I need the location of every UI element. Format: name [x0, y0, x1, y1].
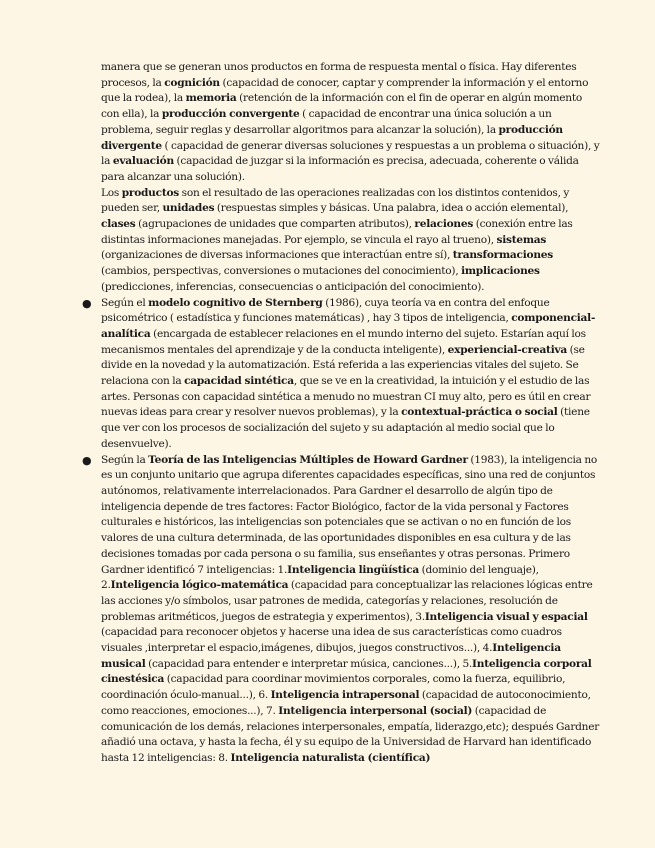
document-body [82, 60, 601, 767]
bold-term: Inteligencia musical [101, 642, 561, 670]
text-run: (capacidad de autoconocimiento, como reacciones, emociones...), 7. [101, 689, 591, 717]
bold-term: unidades [162, 202, 215, 215]
bold-term: componencial-analítica [101, 312, 596, 340]
bold-term: Inteligencia naturalista (científica) [230, 751, 431, 764]
text-run: Los [101, 186, 122, 199]
bold-term: clases [101, 218, 136, 231]
text-run: (capacidad de comunicación de los demás, relaciones interpersonales, empatía, liderazgo,etc); después Gardner añadió una octava, y hasta la fecha, él y su equipo de la Universidad de Harvard han identificado hasta 12 inteligencias: 8. [101, 704, 600, 764]
text-run: (capacidad de juzgar si la información es precisa, adecuada, coherente o válida para alcanzar una solución). [101, 155, 579, 183]
bold-term: evaluación [112, 155, 174, 168]
bold-term: modelo cognitivo de Sternberg [148, 296, 323, 309]
bold-term: sistemas [496, 233, 547, 246]
text-run: ( capacidad de encontrar una única solución a un problema, seguir reglas y desarrollar algoritmos para alcanzar la solución), la [101, 108, 552, 136]
text-run: (organizaciones de diversas informaciones que interactúan entre sí), [101, 249, 453, 262]
bold-term: producción divergente [101, 123, 563, 152]
bullet-icon: ● [82, 453, 92, 467]
text-run: Según el [101, 296, 149, 309]
text-run: (conexión entre las distintas informaciones manejadas. Por ejemplo, se vincula el rayo al trueno), [101, 218, 573, 246]
bold-term: Inteligencia intrapersonal [270, 689, 420, 702]
bold-term: Inteligencia interpersonal (social) [278, 704, 473, 717]
text-run: (capacidad para conceptualizar las relaciones lógicas entre las acciones y/o símbolos, usar patrones de medida, categorías y relaciones, resolución de problemas aritméticos, juegos de estrategia y experimentos), 3. [101, 579, 593, 623]
text-run: (se divide en la novedad y la automatización. Está referida a las experiencias vitales del sujeto. Se relaciona con la [101, 343, 585, 388]
text-run: (1983), la inteligencia no es un conjunto unitario que agrupa diferentes capacidades específicas, sino una red de conjuntos autónomos, relativamente interrelacionados. Para Gardner el desarrollo de algún tipo de inteligencia depende de tres factores: Factor Biológico, factor de la vida personal y Factores culturales e históricos, las inteligencias son potenciales que se activan o no en función de los valores de una cultura determinada, de las oportunidades disponibles en esa cultura y de las decisiones tomadas por cada persona o su familia, sus enseñantes y otras personas. Primero Gardner identificó 7 inteligencias: 1. [101, 453, 598, 576]
bold-term: contextual-práctica o social [401, 406, 558, 419]
bold-term: memoria [185, 92, 237, 105]
text-run: (capacidad para entender e interpretar música, canciones...), 5. [145, 657, 473, 670]
bold-term: relaciones [414, 218, 474, 231]
bold-term: implicaciones [461, 265, 540, 278]
bold-term: Inteligencia corporal cinestésica [101, 657, 592, 686]
bold-term: Inteligencia visual y espacial [424, 610, 588, 623]
text-run: (capacidad para reconocer objetos y hacerse una idea de sus características como cuadros visuales ,interpretar el espacio,imágenes, dibujos, juegos constructivos...), 4. [101, 626, 562, 655]
bullet-paragraph [82, 296, 601, 453]
text-run: (dominio del lenguaje), 2. [101, 563, 539, 592]
bold-term: capacidad sintética [184, 375, 294, 388]
paragraph [101, 186, 601, 296]
text-run: (predicciones, inferencias, consecuencias o anticipación del conocimiento). [101, 280, 485, 293]
bullet-icon: ● [82, 296, 92, 310]
bold-term: Inteligencia lingüística [287, 563, 419, 576]
bold-term: Inteligencia lógico-matemática [110, 579, 289, 592]
text-run: son el resultado de las operaciones realizadas con los distintos contenidos, y pueden ser, [101, 186, 570, 215]
text-run: (1986), cuya teoría va en contra del enfoque psicométrico ( estadística y funciones matemáticas) , hay 3 tipos de inteligencia, [101, 296, 550, 325]
bold-term: experiencial-creativa [447, 343, 567, 356]
text-run: (encargada de establecer relaciones en el mundo interno del sujeto. Estarían aquí los mecanismos mentales del aprendizaje y de la conducta inteligente), [101, 327, 586, 356]
text-run: ( capacidad de generar diversas soluciones y respuestas a un problema o situación), y la [101, 139, 600, 168]
bullet-paragraph [82, 453, 601, 767]
text-run: Según la [101, 453, 149, 466]
bold-term: transformaciones [452, 249, 553, 262]
text-run: manera que se generan unos productos en forma de respuesta mental o física. Hay diferentes procesos, la [101, 61, 577, 89]
bold-term: productos [121, 186, 180, 199]
text-run: (capacidad para coordinar movimientos corporales, como la fuerza, equilibrio, coordinación óculo-manual...), 6. [101, 673, 566, 702]
text-run: (respuestas simples y básicas. Una palabra, idea o acción elemental), [214, 202, 569, 215]
text-run: (capacidad de conocer, captar y comprender la información y el entorno que la rodea), la [101, 76, 589, 105]
bold-term: producción convergente [161, 108, 300, 121]
text-run: (agrupaciones de unidades que comparten atributos), [135, 218, 415, 231]
text-run: (retención de la información con el fin de operar en algún momento con ella), la [101, 92, 582, 121]
text-run: (cambios, perspectivas, conversiones o mutaciones del conocimiento), [101, 265, 462, 278]
paragraph [101, 60, 601, 186]
bold-term: Teoría de las Inteligencias Múltiples de Howard Gardner [148, 453, 468, 466]
text-run: (tiene que ver con los procesos de socialización del sujeto y su adaptación al medio social que lo desenvuelve). [101, 406, 590, 450]
bold-term: cognición [164, 76, 220, 89]
text-run: , que se ve en la creatividad, la intuición y el estudio de las artes. Personas con capacidad sintética a menudo no muestran CI muy alto, pero es útil en crear nuevas ideas para crear y resolver nuevos problemas), y la [101, 375, 591, 419]
